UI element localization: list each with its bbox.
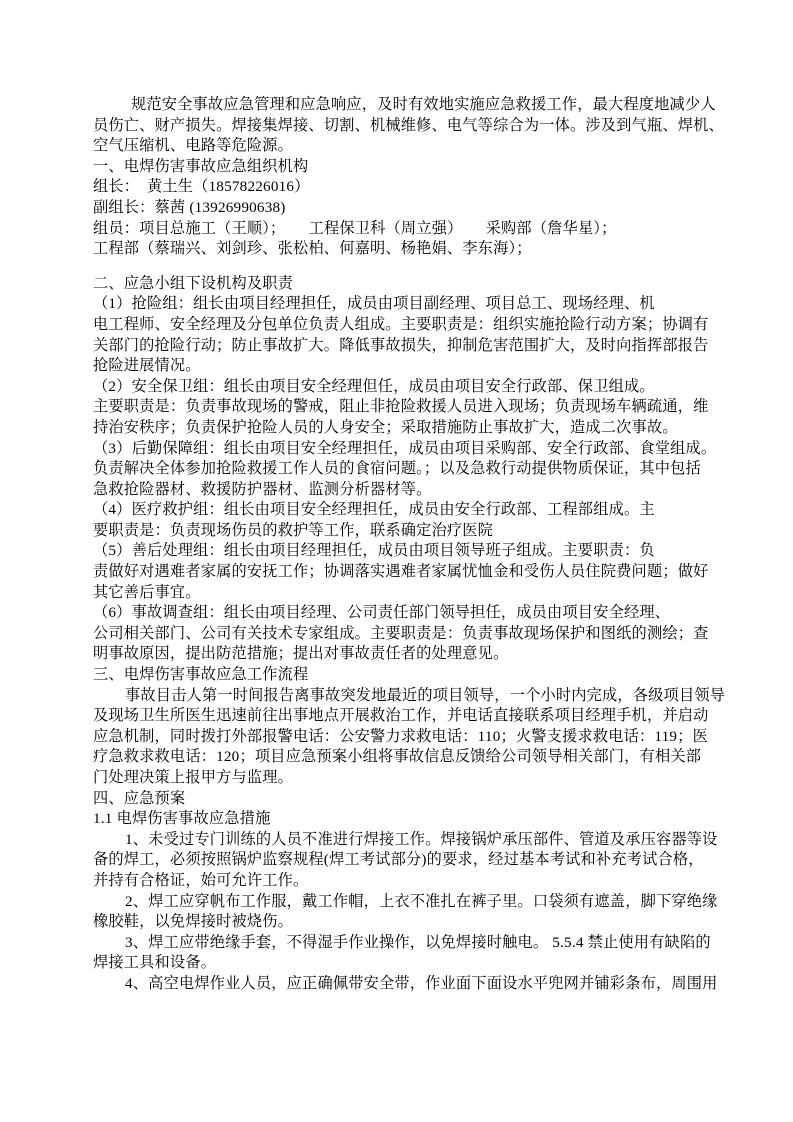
text-line: 抢险进展情况。 (93, 357, 201, 375)
text-line: 应急机制，同时拨打外部报警电话：公安警力求救电话：110；火警支援求救电话：119；医 (93, 727, 708, 745)
text-line: （2）安全保卫组：组长由项目安全经理但任，成员由项目安全行政部、保卫组成。 (93, 377, 655, 395)
text-line: 三、电焊伤害事故应急工作流程 (93, 666, 309, 684)
text-line: 关部门的抢险行动；防止事故扩大。降低事故损失，抑制危害范围扩大，及时向指挥部报告 (93, 336, 709, 354)
text-line: （1）抢险组：组长由项目经理担任，成员由项目副经理、项目总工、现场经理、机 (93, 295, 655, 313)
text-line: 门处理决策上报甲方与监理。 (93, 769, 294, 786)
text-line: （4）医疗救护组：组长由项目安全经理担任，成员由安全行政部、工程部组成。主 (93, 501, 655, 519)
document-body (93, 95, 733, 995)
text-line: 橡胶鞋，以免焊接时被烧伤。 (93, 913, 294, 931)
text-line: 四、应急预案 (93, 789, 186, 807)
text-line: 其它善后事宜。 (93, 583, 201, 601)
text-line: 事故目击人第一时间报告离事故突发地最近的项目领导，一个小时内完成，各级项目领导 (125, 686, 726, 704)
text-line: 4、高空电焊作业人员，应正确佩带安全带，作业面下面设水平兜网并铺彩条布，周围用 (125, 974, 718, 992)
text-line: 空气压缩机、电路等危险源。 (93, 137, 294, 155)
text-line: 2、焊工应穿帆布工作服，戴工作帽，上衣不准扎在裤子里。口袋须有遮盖，脚下穿绝缘 (125, 892, 718, 910)
text-line: 电工程师、安全经理及分包单位负责人组成。主要职责是：组织实施抢险行动方案；协调有 (93, 315, 709, 333)
text-line: 责做好对遇难者家属的安抚工作；协调落实遇难者家属忧恤金和受伤人员住院费问题；做好 (93, 563, 709, 581)
text-line: （6）事故调查组：组长由项目经理、公司责任部门领导担任，成员由项目安全经理、 (93, 604, 671, 622)
text-line: （5）善后处理组：组长由项目经理担任，成员由项目领导班子组成。主要职责：负 (93, 542, 655, 560)
text-line: 1、未受过专门训练的人员不准进行焊接工作。焊接锅炉承压部件、管道及承压容器等设 (125, 830, 718, 848)
text-line: 疗急救求救电话：120；项目应急预案小组将事故信息反馈给公司领导相关部门，有相关部 (93, 748, 702, 766)
text-line: 规范安全事故应急管理和应急响应，及时有效地实施应急救援工作，最大程度地减少人 (131, 96, 716, 113)
text-line: 主要职责是：负责事故现场的警戒，阻止非抢险救援人员进入现场；负责现场车辆疏通，维 (93, 398, 709, 416)
text-line: 明事故原因，提出防范措施；提出对事故责任者的处理意见。 (93, 645, 509, 663)
text-line: 组员：项目总施工（王顺）； 工程保卫科（周立强） 采购部（詹华星）； (93, 219, 617, 237)
text-line: 要职责是：负责现场伤员的救护等工作，联系确定治疗医院 (93, 521, 494, 539)
blank-line (93, 260, 733, 274)
text-line: 急救抢险器材、救援防护器材、监测分析器材等。 (93, 480, 432, 498)
text-line: 副组长：蔡茜 (13926990638) (93, 198, 286, 216)
text-line: 组长： 黄土生（18578226016） (93, 178, 310, 196)
text-line: 持治安秩序；负责保护抢险人员的人身安全；采取措施防止事故扩大，造成二次事故。 (93, 418, 678, 436)
text-line: 员伤亡、财产损失。焊接集焊接、切割、机械维修、电气等综合为一体。涉及到气瓶、焊机、 (93, 116, 724, 134)
text-line: 一、电焊伤害事故应急组织机构 (93, 157, 309, 175)
text-line: 工程部（蔡瑞兴、刘剑珍、张松柏、何嘉明、杨艳娟、李东海）； (93, 240, 532, 258)
text-line: 3、焊工应带绝缘手套，不得湿手作业操作，以免焊接时触电。 5.5.4 禁止使用有缺陷的 (125, 933, 711, 951)
text-line: 并持有合格证，始可允许工作。 (93, 871, 309, 889)
text-line: 公司相关部门、公司有关技术专家组成。主要职责是：负责事故现场保护和图纸的测绘；查 (93, 624, 709, 642)
text-line: 备的焊工，必须按照锅炉监察规程(焊工考试部分)的要求，经过基本考试和补充考试合格， (93, 851, 704, 869)
text-line: 1.1 电焊伤害事故应急措施 (93, 810, 271, 828)
text-line: 负责解决全体参加抢险救援工作人员的食宿问题。；以及急救行动提供物质保证，其中包括 (93, 460, 701, 478)
text-line: 焊接工具和设备。 (93, 954, 217, 972)
text-line: 二、应急小组下设机构及职责 (93, 274, 294, 292)
text-line: 及现场卫生所医生迅速前往出事地点开展救治工作，并电话直接联系项目经理手机，并启动 (93, 707, 709, 725)
text-line: （3）后勤保障组：组长由项目安全经理担任，成员由项目采购部、安全行政部、食堂组成。 (93, 439, 717, 457)
